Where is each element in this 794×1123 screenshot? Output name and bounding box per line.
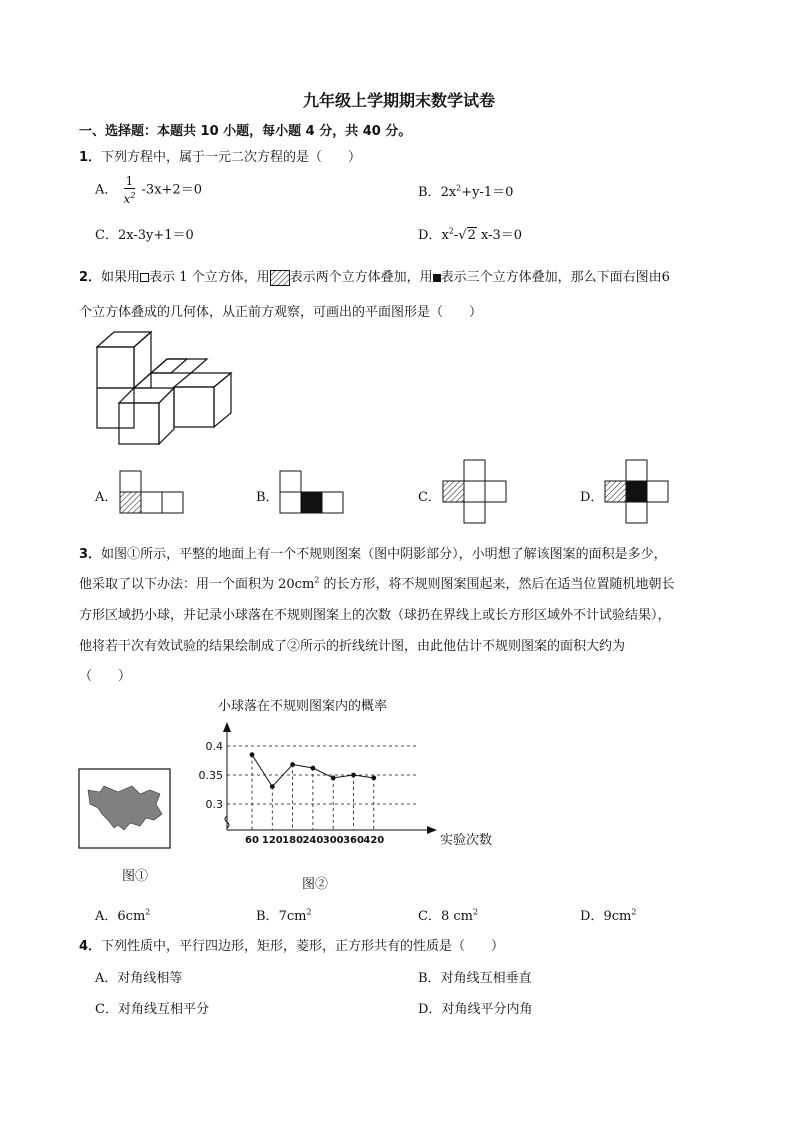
black-square-icon [433,274,441,282]
option-label: D． [580,909,604,924]
option-text: 对角线互相平分 [117,1002,209,1017]
grid-cell [626,502,647,523]
q3-option-d [580,905,636,924]
radicand: 2 [467,228,476,243]
grid-cell [322,492,343,513]
q2-option-d-label: D． [580,490,604,505]
q2-option-c-figure [442,459,508,525]
option-text-rest: +y-1＝0 [461,185,514,200]
fraction-denominator [124,189,136,206]
grid-cell [485,481,506,502]
q1-option-c [95,224,194,243]
y-tick-label: 0.4 [205,740,223,753]
fraction-numerator: 1 [124,174,136,189]
option-text: x [441,228,449,243]
x-tick-label: 420 [363,835,385,846]
option-label: A． [95,182,118,198]
question-3-number: 3． [79,547,102,562]
grid-cell [464,502,485,523]
cube-side-face [134,332,151,388]
option-text: 对角线平分内角 [441,1002,533,1017]
grid-cell [120,471,141,492]
option-label: C． [418,909,441,924]
question-1-text: 下列方程中，属于一元二次方程的是（ ） [101,150,362,165]
x-tick-label: 60 [245,835,259,846]
exponent: 2 [145,907,151,917]
cube-solid-figure [94,330,254,448]
q2-text-b: 表示 1 个立方体，用 [149,270,270,285]
q2-option-b-figure [279,470,345,514]
question-3-line-5: （ ） [79,669,132,684]
q2-option-d-figure [604,459,670,525]
q4-option-c [95,998,209,1017]
x-tick-label: 360 [343,835,364,846]
area-value: 20cm [278,577,315,592]
grid-cell-black [626,481,647,502]
q1-option-b [418,181,513,200]
q2-text-d: 表示三个立方体叠加，那么下面右图由6 [440,270,670,285]
grid-cell-hatched [605,481,626,502]
grid-cell-black [301,492,322,513]
q4-option-a [95,967,182,986]
single-cube-icon [140,273,149,282]
cube-top-face [151,359,187,373]
question-1-stem [79,146,361,165]
q3-text-b: 所示，平整的地面上有一个不规则图案（图中阴影部分），小明想了解该图案的面积是多少， [140,547,667,562]
figure-1-caption: 图① [122,869,149,884]
grid-cell [647,481,668,502]
q2-option-b-label: B． [256,490,279,505]
option-text: 2x [440,185,457,200]
x-axis-arrow [427,826,437,834]
question-3-line-2 [79,573,675,592]
data-point [290,762,295,767]
option-value: 7cm [278,909,307,924]
option-label: C． [95,1002,118,1017]
q2-option-a-label: A． [95,490,118,505]
option-text-rest: x-3＝0 [476,228,523,243]
q3-option-b [256,905,312,924]
chart-title: 小球落在不规则图案内的概率 [218,699,388,714]
grid-cell [464,460,485,481]
exponent: 2 [472,907,479,917]
q2-text-c: 表示两个立方体叠加，用 [289,270,433,285]
cube-side-face [214,373,231,427]
q2-option-a-figure [119,470,185,514]
cube-side-face [159,388,174,444]
q1-option-d [418,224,522,243]
figure-2-caption: 图② [302,877,329,892]
cube-front-face [97,347,134,388]
circled-two: ② [287,639,301,654]
q3-text: 他将若干次有效试验的结果绘制成了 [79,639,288,654]
minus-sign: - [453,228,459,243]
exponent: 2 [306,907,312,917]
option-value: 9cm [603,909,632,924]
q3-option-c [418,905,478,924]
question-3-line-3: 方形区域扔小球，并记录小球落在不规则图案上的次数（球扔在界线上或长方形区域外不计试验结果）， [79,608,671,623]
data-point [351,773,356,778]
sqrt-symbol: √2 [458,228,476,243]
option-label: B． [256,909,279,924]
den-var: x [123,192,131,206]
question-4-number: 4． [79,939,102,954]
question-2-line-1 [79,266,670,286]
option-text: 对角线互相垂直 [440,971,532,986]
exponent: 2 [631,907,637,917]
q3-text-rest: 所示的折线统计图，由此他估计不规则图案的面积大约为 [300,639,626,654]
grid-cell [162,492,183,513]
q3-option-a [95,905,150,924]
grid-cell-hatched [120,492,141,513]
y-axis-arrow [223,722,231,732]
exponent: 2 [448,226,454,236]
grid-cell [464,481,485,502]
cube-front-face [174,387,214,427]
den-exp: 2 [130,191,136,200]
shaded-irregular-region [88,786,162,830]
x-tick-label: 120 [261,835,283,846]
fraction [124,174,136,206]
option-label: D． [418,1002,442,1017]
y-tick-label: 0.3 [205,798,223,811]
option-label: A． [95,909,118,924]
hatched-square-icon [270,270,290,286]
question-4-text: 下列性质中，平行四边形，矩形，菱形，正方形共有的性质是（ ） [101,939,505,954]
x-tick-label: 180 [282,835,304,846]
grid-cell [626,460,647,481]
q1-option-a [95,174,202,206]
option-value: 8 cm [440,909,473,924]
exponent: 2 [456,183,462,193]
page-title: 九年级上学期期末数学试卷 [303,91,496,110]
cube-front-face [119,403,159,444]
data-point [371,776,376,781]
question-1-number: 1． [79,150,102,165]
option-value: 6cm [117,909,146,924]
question-2-number: 2． [79,270,102,285]
grid-cell [280,492,301,513]
q2-text-a: 如果用 [101,270,141,285]
grid-cell [280,471,301,492]
grid-cell [141,492,162,513]
y-tick-label: 0.35 [198,769,223,782]
x-tick-label: 300 [322,835,344,846]
q2-option-c-label: C． [418,490,441,505]
data-point [311,766,316,771]
grid-cell-hatched [443,481,464,502]
option-text: -3x+2＝0 [137,182,202,198]
question-4-stem [79,935,504,954]
option-label: A． [95,971,118,986]
q3-text-rest: 的长方形，将不规则图案围起来，然后在适当位置随机地朝长 [319,577,675,592]
option-label: C． [95,228,118,243]
option-text: 2x-3y+1＝0 [117,228,194,243]
option-text: 对角线相等 [117,971,183,986]
data-point [250,752,255,757]
chart-x-axis-label: 实验次数 [440,833,493,848]
question-3-line-4 [79,635,625,654]
circled-one: ① [127,547,141,562]
section-header: 一、选择题：本题共 10 小题，每小题 4 分，共 40 分。 [79,124,412,139]
q4-option-b [418,967,532,986]
question-2-line-2: 个立方体叠成的几何体，从正前方观察，可画出的平面图形是（ ） [79,305,483,320]
option-label: D． [418,228,442,243]
option-label: B． [418,971,441,986]
figure-1-irregular-shape [78,768,172,850]
q4-option-d [418,998,532,1017]
q3-text: 他采取了以下办法：用一个面积为 [79,577,279,592]
data-point [331,776,336,781]
exponent: 2 [314,575,320,585]
option-label: B． [418,185,441,200]
cube-side-face [134,373,151,388]
q3-text-a: 如图 [101,547,128,562]
x-tick-label: 240 [302,835,324,846]
data-point [270,784,275,789]
question-3-line-1 [79,543,667,562]
